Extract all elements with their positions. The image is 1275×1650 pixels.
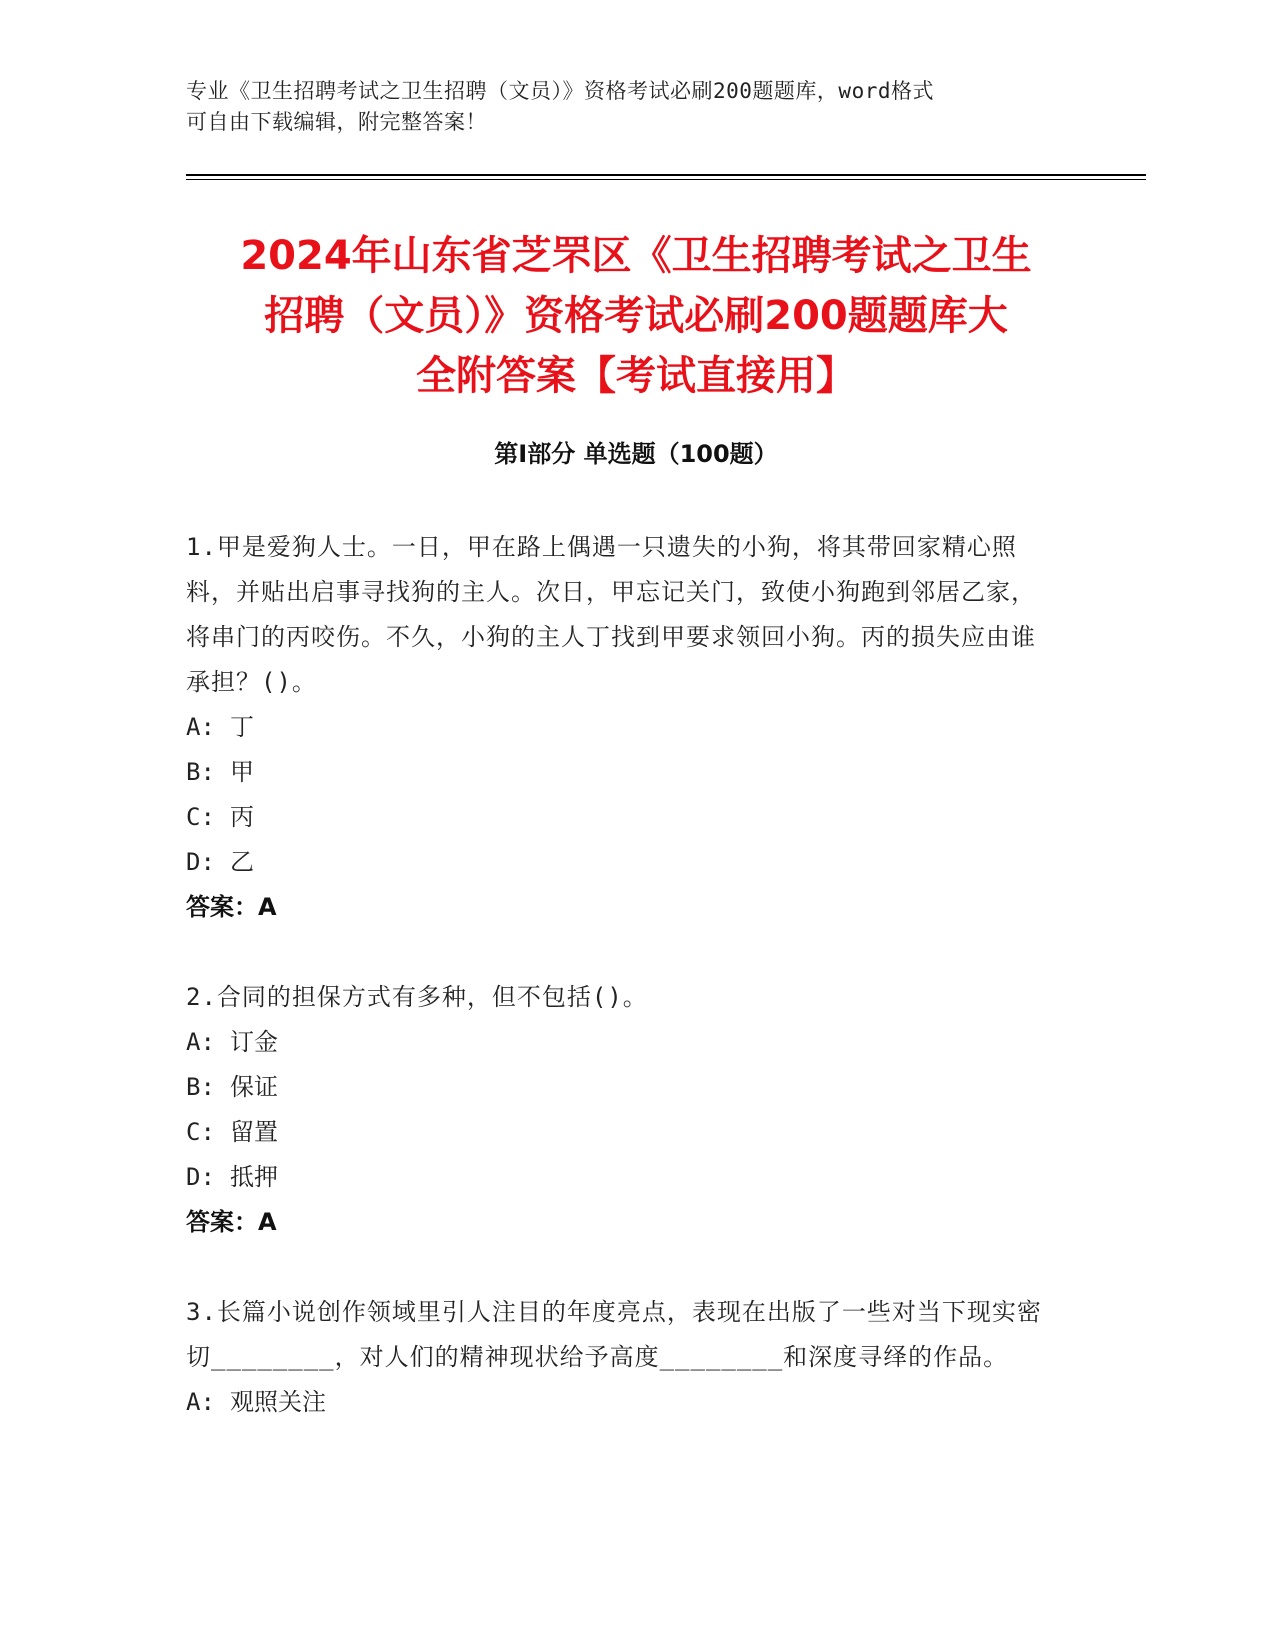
option-text: 订金 <box>230 1028 278 1056</box>
option-a <box>186 705 1056 750</box>
option-text: 乙 <box>230 848 254 876</box>
option-text: 观照关注 <box>230 1388 326 1416</box>
option-text: 抵押 <box>230 1163 278 1191</box>
title-line-1: 2024年山东省芝罘区《卫生招聘考试之卫生 <box>240 233 1032 279</box>
option-b <box>186 1065 1056 1110</box>
option-key: D: <box>186 1163 215 1191</box>
option-key: A: <box>186 713 215 741</box>
document-title <box>186 226 1086 406</box>
question-stem: 3.长篇小说创作领域里引人注目的年度亮点，表现在出版了一些对当下现实密切________，对人们的精神现状给予高度________和深度寻绎的作品。 <box>186 1298 1042 1371</box>
title-line-2: 招聘（文员）》资格考试必刷200题题库大 <box>264 293 1008 339</box>
option-key: B: <box>186 1073 215 1101</box>
question-list <box>186 525 1056 1470</box>
option-d <box>186 840 1056 885</box>
header-rule-thin <box>186 179 1146 180</box>
option-a <box>186 1020 1056 1065</box>
option-key: A: <box>186 1388 215 1416</box>
header-note-line-1: 专业《卫生招聘考试之卫生招聘（文员）》资格考试必刷200题题库，word格式 <box>186 79 934 103</box>
header-note <box>186 76 1066 138</box>
option-text: 留置 <box>230 1118 278 1146</box>
option-d <box>186 1155 1056 1200</box>
answer-line: 答案：A <box>186 893 277 921</box>
option-c <box>186 1110 1056 1155</box>
option-key: B: <box>186 758 215 786</box>
header-rule-thick <box>186 174 1146 176</box>
section-heading: 第Ⅰ部分 单选题（100题） <box>494 440 778 468</box>
option-text: 丁 <box>230 713 254 741</box>
option-key: A: <box>186 1028 215 1056</box>
option-text: 甲 <box>230 758 254 786</box>
title-line-3: 全附答案【考试直接用】 <box>416 353 856 399</box>
option-a <box>186 1380 1056 1425</box>
header-note-line-2: 可自由下载编辑，附完整答案！ <box>186 110 487 134</box>
question-stem: 1.甲是爱狗人士。一日，甲在路上偶遇一只遗失的小狗，将其带回家精心照料，并贴出启事寻找狗的主人。次日，甲忘记关门，致使小狗跑到邻居乙家，将串门的丙咬伤。不久，小狗的主人丁找到甲要求领回小狗。丙的损失应由谁承担？()。 <box>186 533 1036 696</box>
option-text: 丙 <box>230 803 254 831</box>
option-text: 保证 <box>230 1073 278 1101</box>
question-1 <box>186 525 1056 930</box>
question-3 <box>186 1290 1056 1425</box>
answer-line: 答案：A <box>186 1208 277 1236</box>
question-2 <box>186 975 1056 1245</box>
option-b <box>186 750 1056 795</box>
option-key: C: <box>186 803 215 831</box>
option-key: C: <box>186 1118 215 1146</box>
option-c <box>186 795 1056 840</box>
option-key: D: <box>186 848 215 876</box>
question-stem: 2.合同的担保方式有多种，但不包括()。 <box>186 983 648 1011</box>
